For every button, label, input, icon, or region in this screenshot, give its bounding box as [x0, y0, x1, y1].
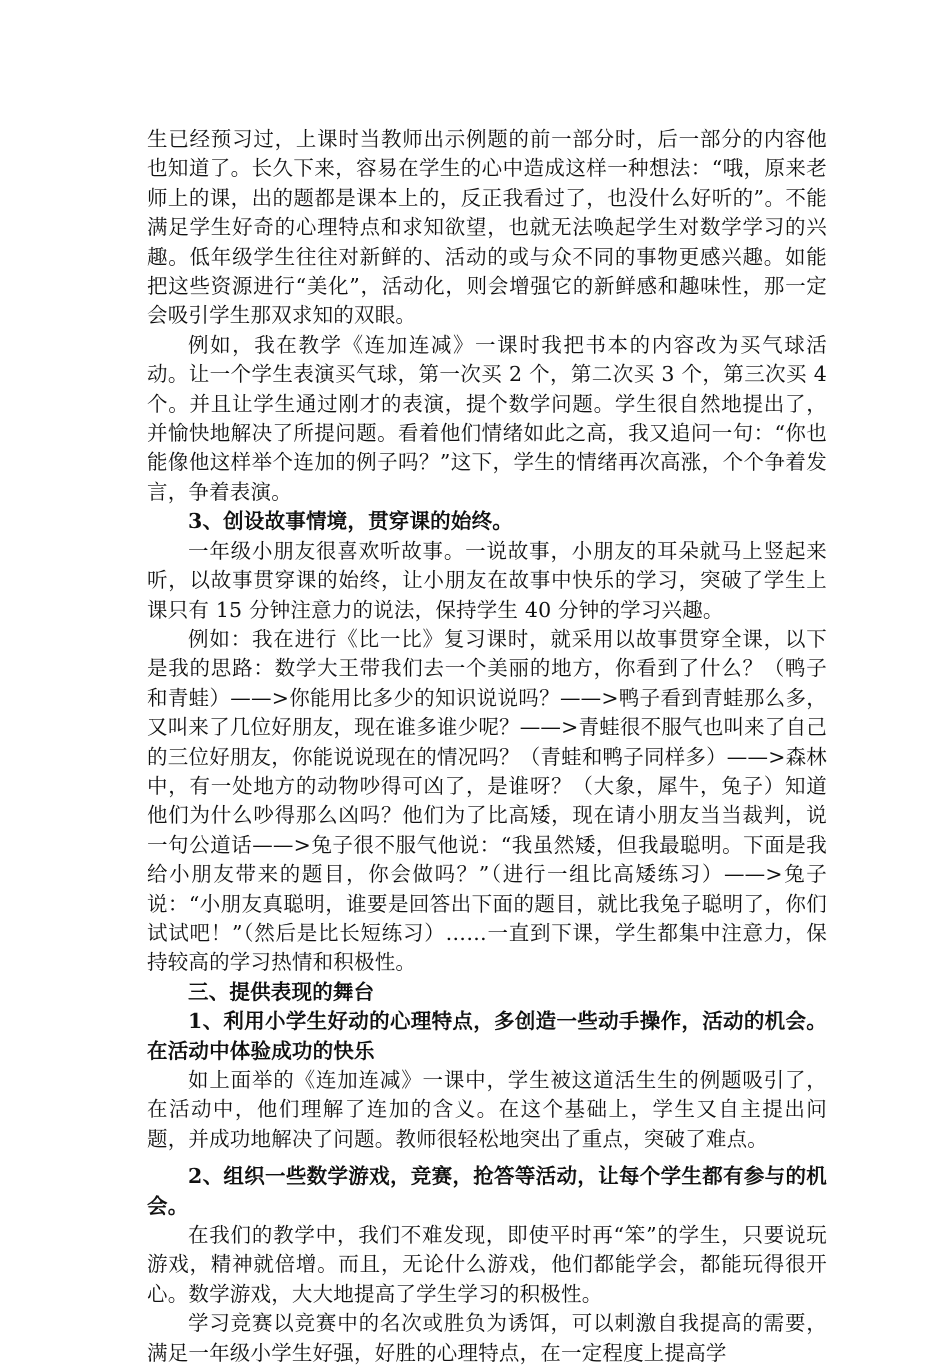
paragraph-compare-example: 例如：我在进行《比一比》复习课时，就采用以故事贯穿全课，以下是我的思路：数学大王带我们去一个美丽的地方，你看到了什么？（鸭子和青蛙）——>你能用比多少的知识说说吗？——>鸭子看到青蛙那么多，又叫来了几位好朋友，现在谁多谁少呢？——>青蛙很不服气也叫来了自己的三位好朋友，你能说说现在的情况吗？（青蛙和鸭子同样多）——>森林中，有一处地方的动物吵得可凶了，是谁呀？（大象，犀牛，兔子）知道他们为什么吵得那么凶吗？他们为了比高矮，现在请小朋友当当裁判，说一句公道话——>兔子很不服气他说：“我虽然矮，但我最聪明。下面是我给小朋友带来的题目，你会做吗？”（进行一组比高矮练习）——>兔子说：“小朋友真聪明，谁要是回答出下面的题目，就比我兔子聪明了，你们试试吧！”（然后是比长短练习）……一直到下课，学生都集中注意力，保持较高的学习热情和积极性。 [147, 626, 827, 975]
heading-section-three: 三、提供表现的舞台 [188, 979, 375, 1004]
paragraph-activity-example: 如上面举的《连加连减》一课中，学生被这道活生生的例题吸引了，在活动中，他们理解了连加的含义。在这个基础上，学生又自主提出问题，并成功地解决了问题。教师很轻松地突出了重点，突破了难点。 [147, 1068, 827, 1151]
heading-story-situation: 3、创设故事情境，贯穿课的始终。 [188, 509, 513, 534]
heading-hands-on-activity: 1、利用小学生好动的心理特点，多创造一些动手操作，活动的机会。在活动中体验成功的快乐 [147, 1009, 827, 1063]
paragraph-example-addition: 例如，我在教学《连加连减》一课时我把书本的内容改为买气球活动。让一个学生表演买气球，第一次买 2 个，第二次买 3 个，第三次买 4 个。并且让学生通过刚才的表演，提个数学问题。学生很自然地提出了，并愉快地解决了所提问题。看着他们情绪如此之高，我又追问一句：“你也能像他这样举个连加的例子吗？”这下，学生的情绪再次高涨，个个争着发言，争着表演。 [147, 332, 827, 504]
paragraph-games: 在我们的教学中，我们不难发现，即使平时再“笨”的学生，只要说玩游戏，精神就倍增。而且，无论什么游戏，他们都能学会，都能玩得很开心。数学游戏，大大地提高了学生学习的积极性。 [147, 1223, 827, 1306]
heading-math-games: 2、组织一些数学游戏，竞赛，抢答等活动，让每个学生都有参与的机会。 [147, 1164, 827, 1218]
document-body [147, 125, 827, 1368]
paragraph-story-intro: 一年级小朋友很喜欢听故事。一说故事，小朋友的耳朵就马上竖起来听，以故事贯穿课的始终，让小朋友在故事中快乐的学习，突破了学生上课只有 15 分钟注意力的说法，保持学生 40 分钟的学习兴趣。 [147, 538, 827, 622]
paragraph-continuation: 生已经预习过，上课时当教师出示例题的前一部分时，后一部分的内容他也知道了。长久下来，容易在学生的心中造成这样一种想法：“哦，原来老师上的课，出的题都是课本上的，反正我看过了，也没什么好听的”。不能满足学生好奇的心理特点和求知欲望，也就无法唤起学生对数学学习的兴趣。低年级学生往往对新鲜的、活动的或与众不同的事物更感兴趣。如能把这些资源进行“美化”，活动化，则会增强它的新鲜感和趣味性，那一定会吸引学生那双求知的双眼。 [147, 127, 827, 328]
paragraph-competition: 学习竞赛以竞赛中的名次或胜负为诱饵，可以刺激自我提高的需要，满足一年级小学生好强，好胜的心理特点，在一定程度上提高学 [147, 1311, 827, 1365]
